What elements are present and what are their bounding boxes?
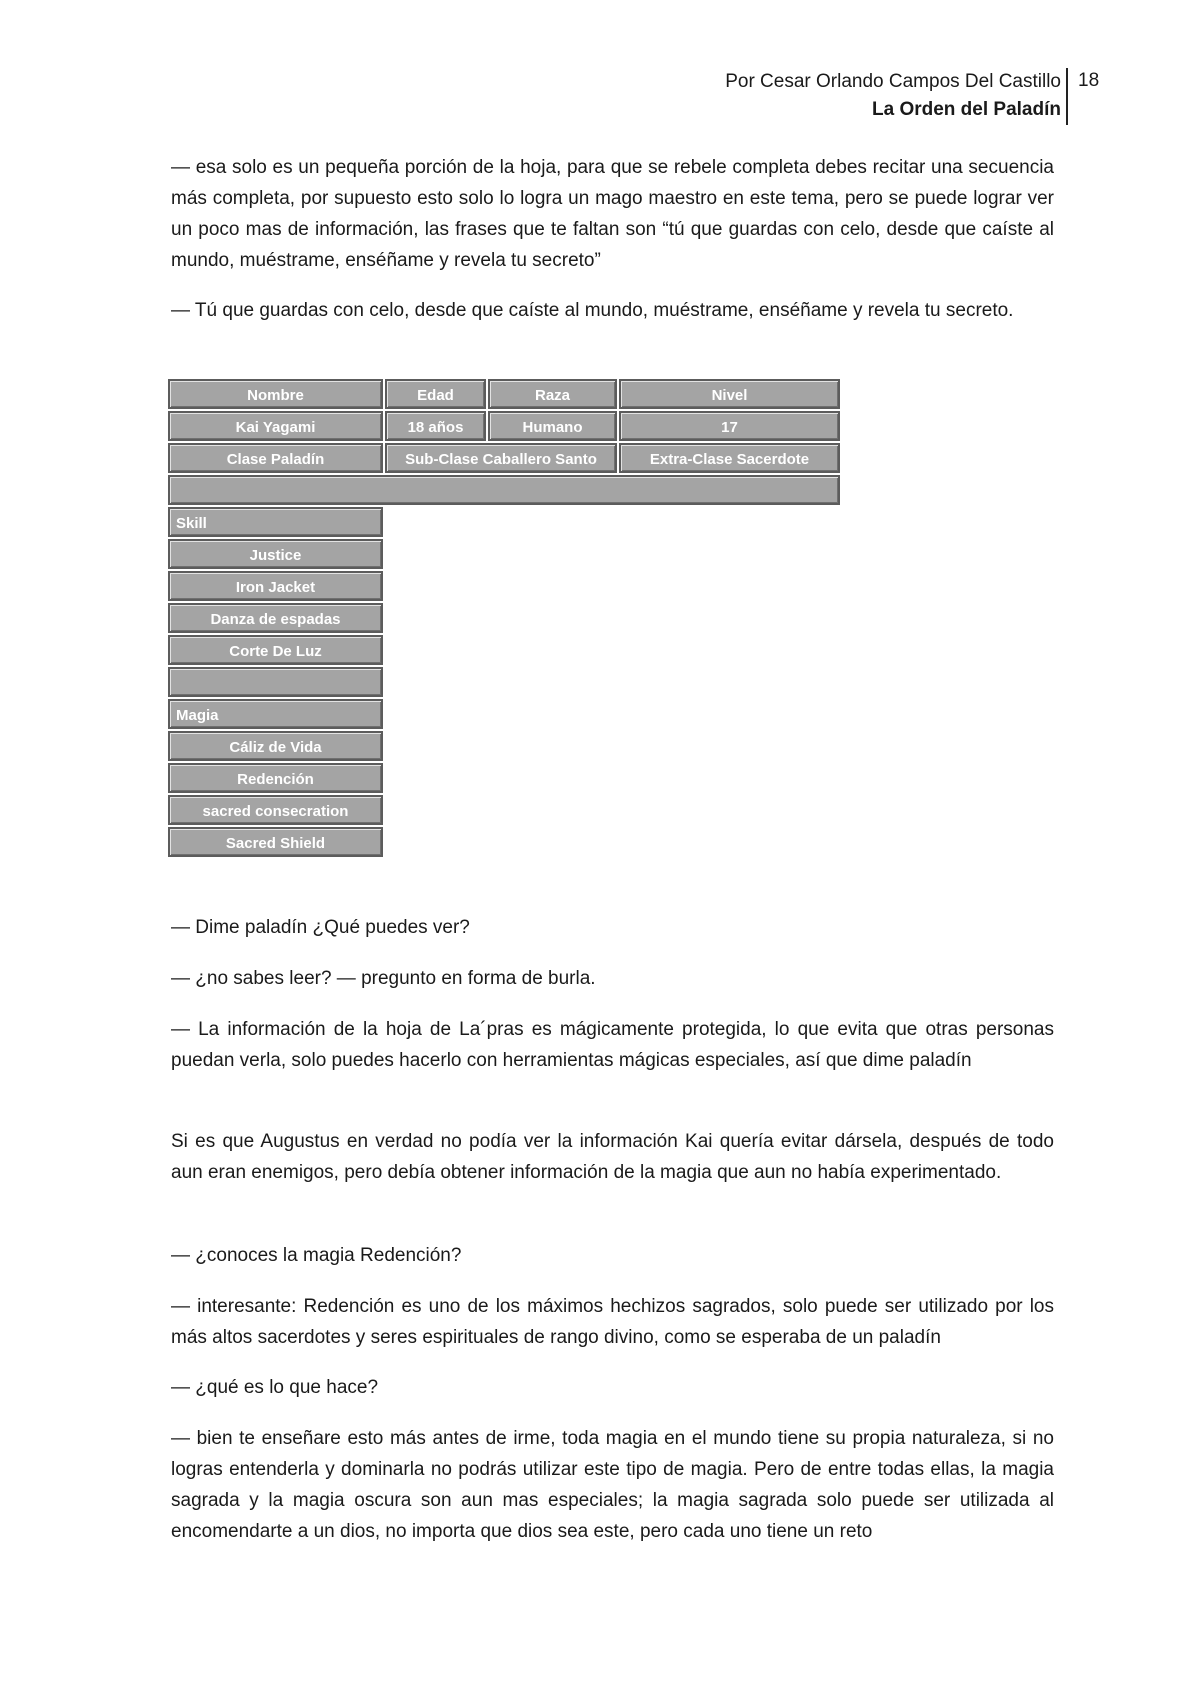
header-level: Nivel bbox=[619, 379, 840, 409]
value-age: 18 años bbox=[385, 411, 486, 441]
empty-row bbox=[168, 475, 840, 505]
value-name: Kai Yagami bbox=[168, 411, 383, 441]
page-number: 18 bbox=[1078, 70, 1100, 91]
paragraph: — Tú que guardas con celo, desde que caíste al mundo, muéstrame, enséñame y revela tu secreto. bbox=[171, 300, 1014, 321]
extraclass-cell: Extra-Clase Sacerdote bbox=[619, 443, 840, 473]
magic-label: Magia bbox=[168, 699, 383, 729]
skill-item: Danza de espadas bbox=[168, 603, 383, 633]
subclass-cell: Sub-Clase Caballero Santo bbox=[385, 443, 617, 473]
paragraph: Si es que Augustus en verdad no podía ver la información Kai quería evitar dársela, después de todo aun eran enemigos, pero debía obtener información de la magia que aun no había experimentado. bbox=[171, 1131, 1054, 1183]
header-age: Edad bbox=[385, 379, 486, 409]
skill-item: Justice bbox=[168, 539, 383, 569]
author-line: Por Cesar Orlando Campos Del Castillo bbox=[725, 71, 1061, 92]
class-cell: Clase Paladín bbox=[168, 443, 383, 473]
paragraph: — ¿conoces la magia Redención? bbox=[171, 1245, 462, 1266]
paragraph: — ¿no sabes leer? — pregunto en forma de burla. bbox=[171, 968, 596, 989]
value-level: 17 bbox=[619, 411, 840, 441]
running-header bbox=[461, 68, 1061, 124]
magic-item: sacred consecration bbox=[168, 795, 383, 825]
paragraph: — Dime paladín ¿Qué puedes ver? bbox=[171, 917, 470, 938]
empty-row bbox=[168, 667, 383, 697]
skill-label: Skill bbox=[168, 507, 383, 537]
skill-item: Iron Jacket bbox=[168, 571, 383, 601]
header-divider bbox=[1066, 68, 1068, 125]
magic-item: Cáliz de Vida bbox=[168, 731, 383, 761]
paragraph: — bien te enseñare esto más antes de irme, toda magia en el mundo tiene su propia naturaleza, si no logras entenderla y dominarla no podrás utilizar este tipo de magia. Pero de entre todas ellas, la magia sagrada y la magia oscura son aun mas especiales; la magia sagrada solo puede ser utilizada al encomendarte a un dios, no importa que dios sea este, pero cada uno tiene un reto bbox=[171, 1428, 1054, 1542]
skill-item: Corte De Luz bbox=[168, 635, 383, 665]
value-race: Humano bbox=[488, 411, 617, 441]
paragraph: — La información de la hoja de La´pras es mágicamente protegida, lo que evita que otras personas puedan verla, solo puedes hacerlo con herramientas mágicas especiales, así que dime paladín bbox=[171, 1019, 1054, 1071]
book-title: La Orden del Paladín bbox=[872, 99, 1061, 120]
header-race: Raza bbox=[488, 379, 617, 409]
paragraph: — esa solo es un pequeña porción de la hoja, para que se rebele completa debes recitar una secuencia más completa, por supuesto esto solo lo logra un mago maestro en este tema, pero se puede lograr ver un poco mas de información, las frases que te faltan son “tú que guardas con celo, desde que caíste al mundo, muéstrame, enséñame y revela tu secreto” bbox=[171, 157, 1054, 271]
paragraph: — ¿qué es lo que hace? bbox=[171, 1377, 379, 1398]
magic-item: Redención bbox=[168, 763, 383, 793]
paragraph: — interesante: Redención es uno de los máximos hechizos sagrados, solo puede ser utilizado por los más altos sacerdotes y seres espirituales de rango divino, como se esperaba de un paladín bbox=[171, 1296, 1054, 1348]
header-name: Nombre bbox=[168, 379, 383, 409]
magic-item: Sacred Shield bbox=[168, 827, 383, 857]
